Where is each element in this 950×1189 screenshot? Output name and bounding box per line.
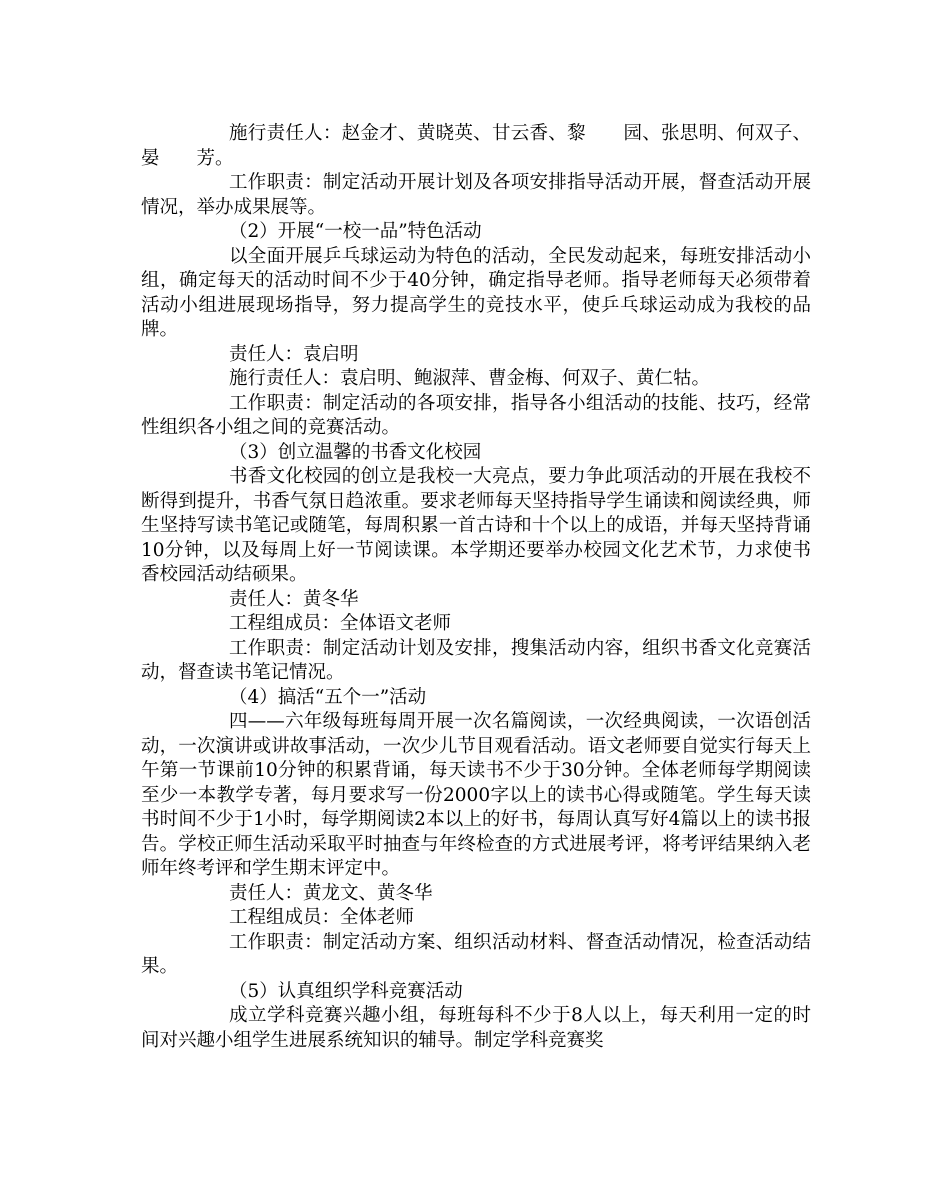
paragraph: 工作职责：制定活动计划及安排，搜集活动内容，组织书香文化竞赛活动，督查读书笔记情况。 — [141, 637, 811, 683]
paragraph: 施行责任人：袁启明、鲍淑萍、曹金梅、何双子、黄仁牯。 — [229, 368, 711, 389]
paragraph: 工作职责：制定活动的各项安排，指导各小组活动的技能、技巧，经常性组织各小组之间的竞赛活动。 — [141, 392, 811, 438]
section-heading: （5）认真组织学科竞赛活动 — [229, 980, 463, 1002]
paragraph: 工作职责：制定活动方案、组织活动材料、督查活动情况，检查活动结果。 — [141, 931, 811, 977]
section-heading: （4）搞活“五个一”活动 — [229, 686, 427, 708]
section-heading: （3）创立温馨的书香文化校园 — [229, 441, 482, 463]
document-body — [141, 122, 811, 1053]
paragraph: 责任人：袁启明 — [229, 343, 359, 365]
paragraph: 施行责任人：赵金才、黄晓英、甘云香、黎 园、张思明、何双子、晏 芳。 — [141, 123, 811, 169]
paragraph: 工程组成员：全体老师 — [229, 907, 415, 928]
section-heading: （2）开展“一校一品”特色活动 — [229, 221, 482, 242]
paragraph: 工作职责：制定活动开展计划及各项安排指导活动开展，督查活动开展情况，举办成果展等。 — [141, 172, 811, 218]
paragraph: 工程组成员：全体语文老师 — [229, 613, 452, 634]
paragraph: 成立学科竞赛兴趣小组，每班每科不少于8人以上，每天利用一定的时间对兴趣小组学生进展系统知识的辅导。制定学科竞赛奖 — [141, 1005, 811, 1051]
paragraph: 四——六年级每班每周开展一次名篇阅读，一次经典阅读，一次语创活动，一次演讲或讲故事活动，一次少儿节目观看活动。语文老师要自觉实行每天上午第一节课前10分钟的积累背诵，每天读书不少于30分钟。全体老师每学期阅读至少一本教学专著，每月要求写一份2000字以上的读书心得或随笔。学生每天读书时间不少于1小时，每学期阅读2本以上的好书，每周认真写好4篇以上的读书报告。学校正师生活动采取平时抽查与年终检查的方式进展考评，将考评结果纳入老师年终考评和学生期末评定中。 — [141, 711, 811, 879]
paragraph: 以全面开展乒乓球运动为特色的活动，全民发动起来，每班安排活动小组，确定每天的活动时间不少于40分钟，确定指导老师。指导老师每天必须带着活动小组进展现场指导，努力提高学生的竞技水平，使乒乓球运动成为我校的品牌。 — [141, 245, 811, 340]
paragraph: 责任人：黄龙文、黄冬华 — [229, 882, 433, 904]
paragraph: 书香文化校园的创立是我校一大亮点，要力争此项活动的开展在我校不断得到提升，书香气氛日趋浓重。要求老师每天坚持指导学生诵读和阅读经典，师生坚持写读书笔记或随笔，每周积累一首古诗和十个以上的成语，并每天坚持背诵10分钟，以及每周上好一节阅读课。本学期还要举办校园文化艺术节，力求使书香校园活动结硕果。 — [141, 466, 811, 585]
paragraph: 责任人：黄冬华 — [229, 588, 359, 610]
